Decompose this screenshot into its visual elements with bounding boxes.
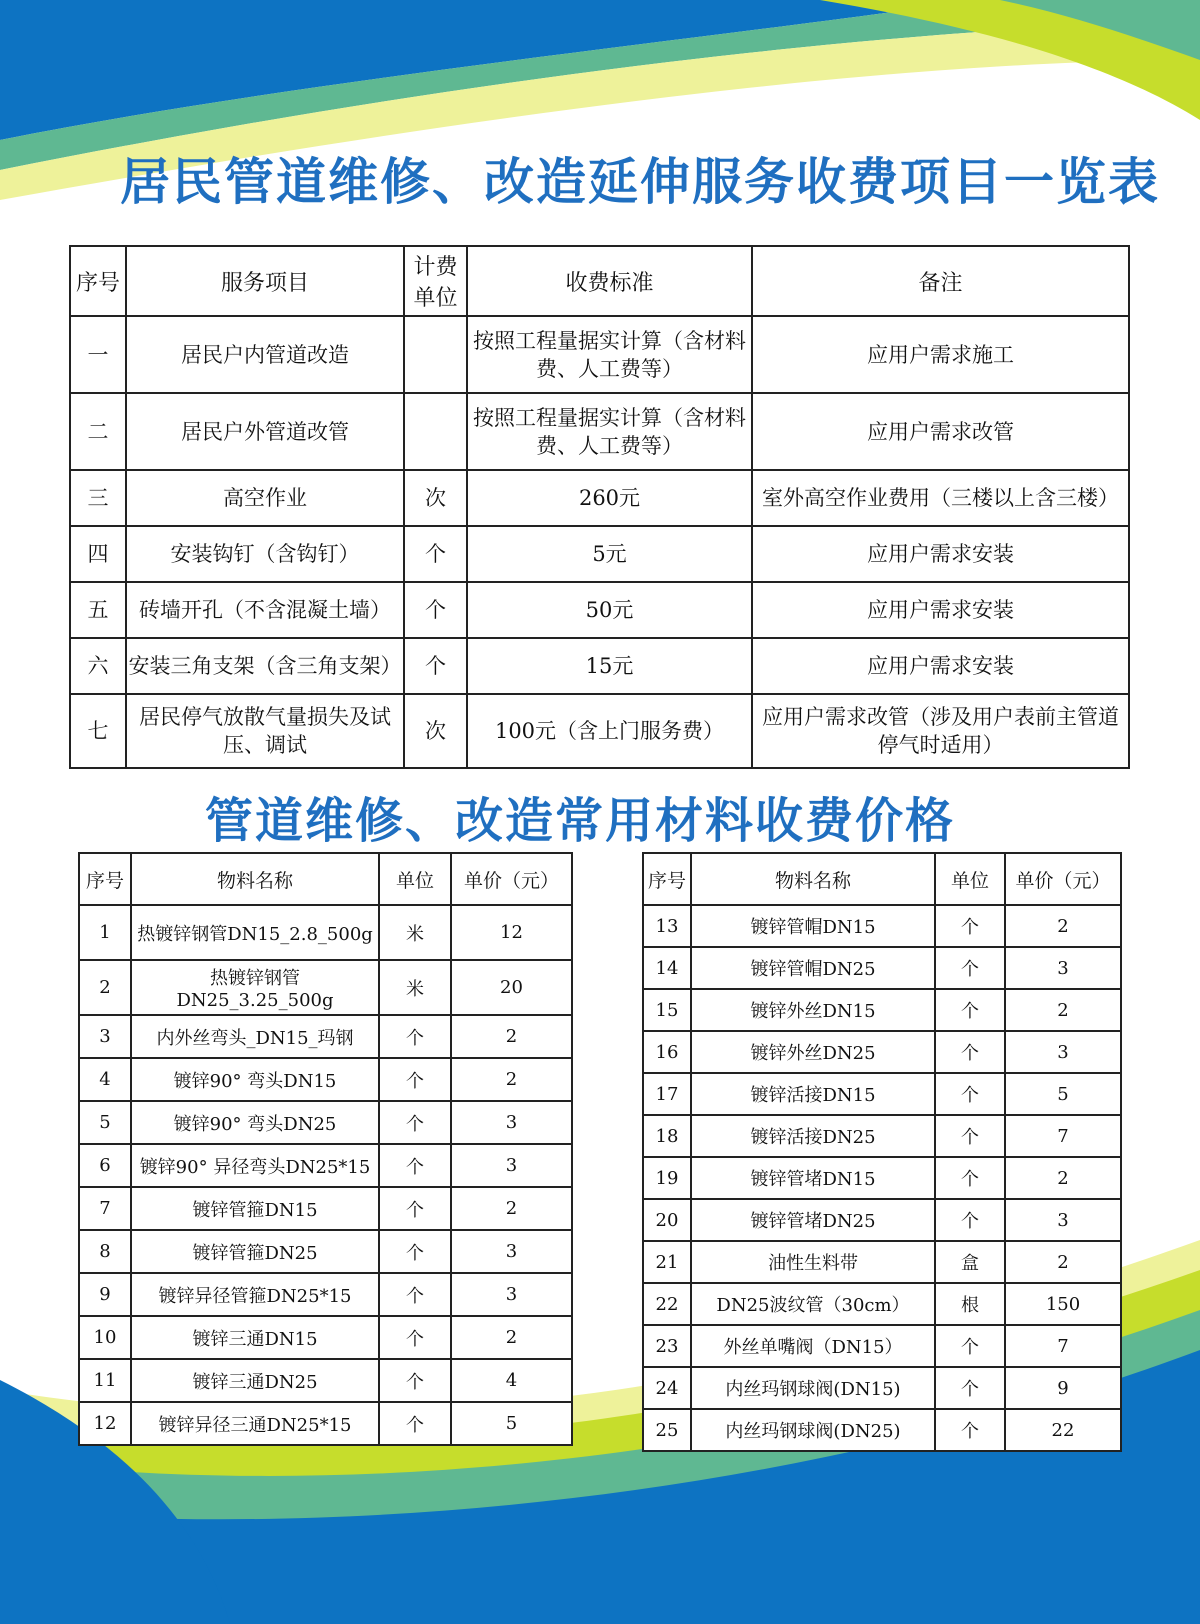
service-table-header — [70, 246, 1129, 316]
row-no: 21 — [643, 1241, 691, 1283]
table-row — [643, 1325, 1121, 1367]
table-row — [643, 1283, 1121, 1325]
row-name: 镀锌管箍DN15 — [131, 1187, 379, 1230]
row-name: 镀锌外丝DN15 — [691, 989, 935, 1031]
row-unit: 米 — [379, 960, 451, 1015]
row-item: 居民户内管道改造 — [126, 316, 404, 393]
row-price: 2 — [1005, 1157, 1121, 1199]
table-row — [79, 905, 572, 960]
row-item: 居民停气放散气量损失及试压、调试 — [126, 694, 404, 768]
header-no: 序号 — [643, 853, 691, 905]
row-name: 内丝玛钢球阀(DN15) — [691, 1367, 935, 1409]
row-price: 20 — [451, 960, 572, 1015]
row-name: 镀锌管堵DN15 — [691, 1157, 935, 1199]
row-name: 镀锌三通DN15 — [131, 1316, 379, 1359]
row-no: 14 — [643, 947, 691, 989]
row-name: 镀锌活接DN25 — [691, 1115, 935, 1157]
row-no: 20 — [643, 1199, 691, 1241]
row-no: 19 — [643, 1157, 691, 1199]
row-no: 11 — [79, 1359, 131, 1402]
row-price: 3 — [451, 1101, 572, 1144]
row-no: 5 — [79, 1101, 131, 1144]
row-unit — [404, 316, 467, 393]
table-row — [643, 905, 1121, 947]
row-unit: 个 — [404, 638, 467, 694]
row-price: 150 — [1005, 1283, 1121, 1325]
row-price: 5元 — [467, 526, 752, 582]
row-no: 10 — [79, 1316, 131, 1359]
row-unit: 个 — [379, 1187, 451, 1230]
row-price: 5 — [1005, 1073, 1121, 1115]
row-name: 外丝单嘴阀（DN15） — [691, 1325, 935, 1367]
table-row — [643, 1367, 1121, 1409]
row-name: 镀锌管帽DN15 — [691, 905, 935, 947]
row-no: 17 — [643, 1073, 691, 1115]
table-row — [643, 1115, 1121, 1157]
row-no: 一 — [70, 316, 126, 393]
header-price: 单价（元） — [451, 853, 572, 905]
row-unit: 个 — [935, 1073, 1005, 1115]
table-row — [70, 582, 1129, 638]
table-row — [643, 1031, 1121, 1073]
row-unit: 个 — [935, 947, 1005, 989]
material-table-right — [642, 852, 1122, 1452]
row-name: 内丝玛钢球阀(DN25) — [691, 1409, 935, 1451]
row-no: 23 — [643, 1325, 691, 1367]
header-no: 序号 — [79, 853, 131, 905]
material-table-header — [79, 853, 572, 905]
table-row — [79, 1187, 572, 1230]
row-item: 居民户外管道改管 — [126, 393, 404, 470]
row-unit: 个 — [935, 1409, 1005, 1451]
row-unit: 个 — [379, 1101, 451, 1144]
row-name: 热镀锌钢管DN25_3.25_500g — [131, 960, 379, 1015]
table-row — [643, 1409, 1121, 1451]
row-price: 4 — [451, 1359, 572, 1402]
row-price: 100元（含上门服务费） — [467, 694, 752, 768]
row-item: 安装钩钉（含钩钉） — [126, 526, 404, 582]
row-unit: 个 — [935, 989, 1005, 1031]
row-unit: 盒 — [935, 1241, 1005, 1283]
row-unit: 米 — [379, 905, 451, 960]
header-unit: 计费单位 — [404, 246, 467, 316]
row-price: 3 — [1005, 1031, 1121, 1073]
row-price: 2 — [451, 1058, 572, 1101]
row-note: 应用户需求安装 — [752, 526, 1129, 582]
row-price: 22 — [1005, 1409, 1121, 1451]
row-price: 2 — [1005, 1241, 1121, 1283]
row-name: 镀锌管箍DN25 — [131, 1230, 379, 1273]
header-no: 序号 — [70, 246, 126, 316]
row-no: 9 — [79, 1273, 131, 1316]
row-unit: 个 — [935, 1325, 1005, 1367]
row-price: 5 — [451, 1402, 572, 1445]
table-row — [70, 638, 1129, 694]
row-name: 镀锌三通DN25 — [131, 1359, 379, 1402]
table-row — [79, 1144, 572, 1187]
row-no: 16 — [643, 1031, 691, 1073]
row-no: 2 — [79, 960, 131, 1015]
row-name: 镀锌管帽DN25 — [691, 947, 935, 989]
material-table-left — [78, 852, 573, 1446]
row-name: 镀锌90° 弯头DN25 — [131, 1101, 379, 1144]
row-name: 热镀锌钢管DN15_2.8_500g — [131, 905, 379, 960]
table-row — [79, 1316, 572, 1359]
row-unit: 个 — [404, 526, 467, 582]
row-no: 15 — [643, 989, 691, 1031]
table-row — [79, 1359, 572, 1402]
header-note: 备注 — [752, 246, 1129, 316]
row-no: 24 — [643, 1367, 691, 1409]
row-unit: 个 — [935, 1031, 1005, 1073]
service-fee-table — [69, 245, 1130, 769]
table-row — [70, 526, 1129, 582]
row-no: 七 — [70, 694, 126, 768]
row-price: 9 — [1005, 1367, 1121, 1409]
row-price: 3 — [451, 1144, 572, 1187]
row-price: 按照工程量据实计算（含材料费、人工费等） — [467, 393, 752, 470]
row-price: 3 — [1005, 1199, 1121, 1241]
row-no: 6 — [79, 1144, 131, 1187]
row-note: 应用户需求改管（涉及用户表前主管道停气时适用） — [752, 694, 1129, 768]
row-no: 22 — [643, 1283, 691, 1325]
row-price: 2 — [451, 1015, 572, 1058]
row-item: 安装三角支架（含三角支架） — [126, 638, 404, 694]
table-row — [70, 694, 1129, 768]
header-price: 单价（元） — [1005, 853, 1121, 905]
table-row — [79, 1273, 572, 1316]
table-row — [79, 960, 572, 1015]
row-note: 应用户需求改管 — [752, 393, 1129, 470]
table-row — [70, 316, 1129, 393]
row-unit: 次 — [404, 470, 467, 526]
row-price: 50元 — [467, 582, 752, 638]
row-price: 2 — [451, 1316, 572, 1359]
row-unit: 次 — [404, 694, 467, 768]
row-no: 3 — [79, 1015, 131, 1058]
table-row — [70, 470, 1129, 526]
row-note: 应用户需求施工 — [752, 316, 1129, 393]
material-price-title: 管道维修、改造常用材料收费价格 — [204, 793, 955, 849]
row-price: 12 — [451, 905, 572, 960]
row-unit: 个 — [379, 1058, 451, 1101]
row-unit: 个 — [935, 1367, 1005, 1409]
row-no: 四 — [70, 526, 126, 582]
table-row — [643, 947, 1121, 989]
row-note: 应用户需求安装 — [752, 638, 1129, 694]
service-fee-title: 居民管道维修、改造延伸服务收费项目一览表 — [120, 153, 1160, 211]
row-note: 室外高空作业费用（三楼以上含三楼） — [752, 470, 1129, 526]
row-name: 内外丝弯头_DN15_玛钢 — [131, 1015, 379, 1058]
row-unit: 个 — [379, 1402, 451, 1445]
row-no: 12 — [79, 1402, 131, 1445]
header-unit: 单位 — [935, 853, 1005, 905]
row-unit: 个 — [379, 1359, 451, 1402]
table-row — [643, 1199, 1121, 1241]
row-unit: 个 — [404, 582, 467, 638]
row-price: 7 — [1005, 1325, 1121, 1367]
row-name: 镀锌异径管箍DN25*15 — [131, 1273, 379, 1316]
row-unit: 个 — [935, 1199, 1005, 1241]
header-name: 物料名称 — [691, 853, 935, 905]
table-row — [79, 1015, 572, 1058]
row-unit: 根 — [935, 1283, 1005, 1325]
row-item: 砖墙开孔（不含混凝土墙） — [126, 582, 404, 638]
row-name: 镀锌管堵DN25 — [691, 1199, 935, 1241]
row-price: 3 — [451, 1230, 572, 1273]
row-unit: 个 — [935, 1157, 1005, 1199]
row-no: 六 — [70, 638, 126, 694]
row-price: 3 — [1005, 947, 1121, 989]
row-no: 13 — [643, 905, 691, 947]
row-price: 2 — [451, 1187, 572, 1230]
row-unit: 个 — [379, 1015, 451, 1058]
header-item: 服务项目 — [126, 246, 404, 316]
row-no: 7 — [79, 1187, 131, 1230]
row-price: 15元 — [467, 638, 752, 694]
table-row — [643, 1241, 1121, 1283]
row-unit: 个 — [379, 1273, 451, 1316]
row-unit — [404, 393, 467, 470]
table-row — [643, 1073, 1121, 1115]
row-no: 8 — [79, 1230, 131, 1273]
row-price: 7 — [1005, 1115, 1121, 1157]
header-unit: 单位 — [379, 853, 451, 905]
row-no: 18 — [643, 1115, 691, 1157]
header-name: 物料名称 — [131, 853, 379, 905]
table-row — [70, 393, 1129, 470]
material-table-header — [643, 853, 1121, 905]
header-price: 收费标准 — [467, 246, 752, 316]
row-price: 按照工程量据实计算（含材料费、人工费等） — [467, 316, 752, 393]
row-unit: 个 — [935, 1115, 1005, 1157]
row-price: 2 — [1005, 989, 1121, 1031]
row-no: 二 — [70, 393, 126, 470]
table-row — [79, 1230, 572, 1273]
row-price: 260元 — [467, 470, 752, 526]
row-no: 4 — [79, 1058, 131, 1101]
row-unit: 个 — [935, 905, 1005, 947]
row-name: DN25波纹管（30cm） — [691, 1283, 935, 1325]
row-price: 3 — [451, 1273, 572, 1316]
row-item: 高空作业 — [126, 470, 404, 526]
row-name: 油性生料带 — [691, 1241, 935, 1283]
row-price: 2 — [1005, 905, 1121, 947]
table-row — [643, 989, 1121, 1031]
row-unit: 个 — [379, 1316, 451, 1359]
row-unit: 个 — [379, 1144, 451, 1187]
table-row — [643, 1157, 1121, 1199]
row-note: 应用户需求安装 — [752, 582, 1129, 638]
row-no: 25 — [643, 1409, 691, 1451]
row-name: 镀锌活接DN15 — [691, 1073, 935, 1115]
row-name: 镀锌90° 异径弯头DN25*15 — [131, 1144, 379, 1187]
row-name: 镀锌90° 弯头DN15 — [131, 1058, 379, 1101]
row-no: 三 — [70, 470, 126, 526]
row-unit: 个 — [379, 1230, 451, 1273]
row-name: 镀锌异径三通DN25*15 — [131, 1402, 379, 1445]
row-name: 镀锌外丝DN25 — [691, 1031, 935, 1073]
table-row — [79, 1058, 572, 1101]
table-row — [79, 1101, 572, 1144]
row-no: 五 — [70, 582, 126, 638]
table-row — [79, 1402, 572, 1445]
row-no: 1 — [79, 905, 131, 960]
